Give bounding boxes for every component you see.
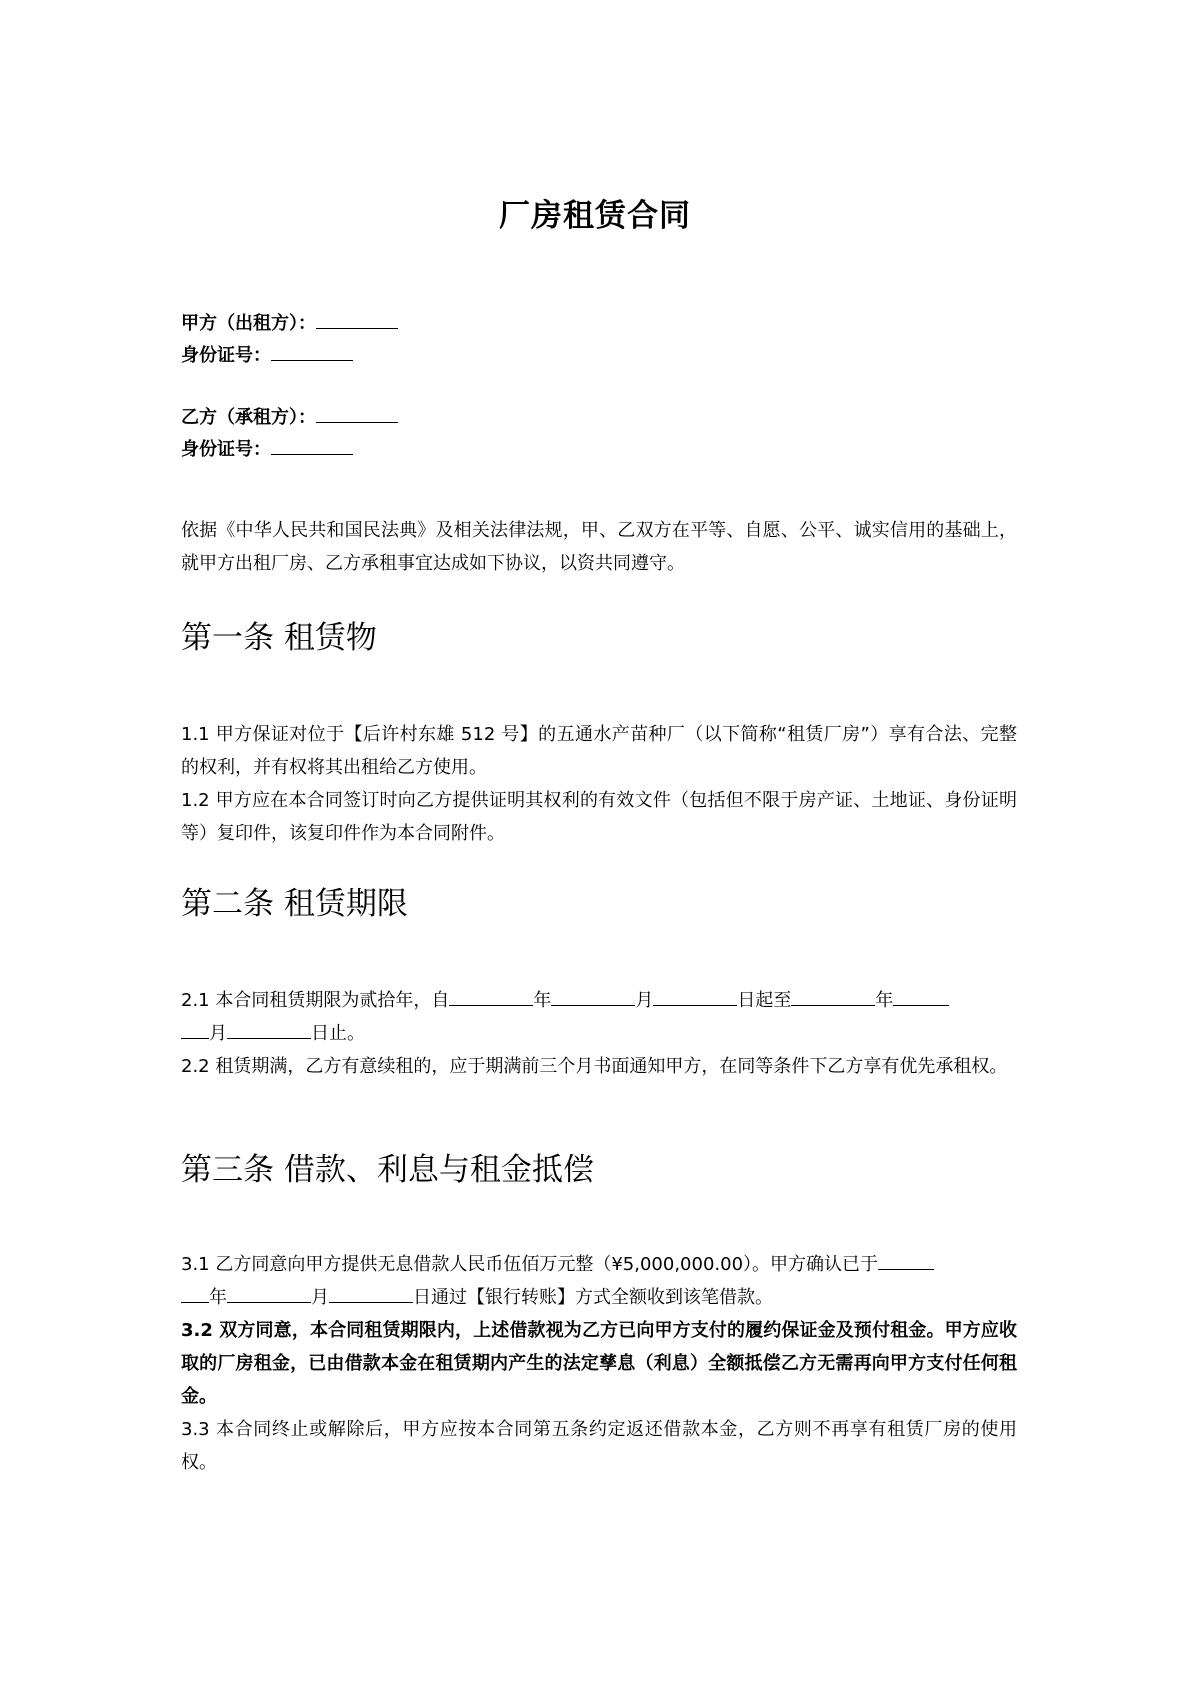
start-year-blank[interactable] bbox=[449, 985, 533, 1006]
document-title: 厂房租赁合同 bbox=[499, 198, 691, 234]
party-a-id-blank[interactable] bbox=[271, 340, 353, 361]
end-month-blank-cont[interactable] bbox=[181, 1018, 209, 1039]
year-label: 年 bbox=[875, 990, 894, 1011]
month-label: 月 bbox=[635, 990, 654, 1011]
month-label: 月 bbox=[209, 1023, 227, 1044]
day-to-label: 日起至 bbox=[737, 990, 792, 1011]
end-label: 日通过【银行转账】方式全额收到该笔借款。 bbox=[413, 1287, 773, 1308]
end-label: 日止。 bbox=[311, 1023, 365, 1044]
year-label: 年 bbox=[533, 990, 552, 1011]
party-b-line bbox=[181, 402, 398, 434]
loan-month-blank[interactable] bbox=[227, 1282, 311, 1303]
loan-year-blank-cont[interactable] bbox=[181, 1282, 209, 1303]
clause-3-2: 3.2 双方同意，本合同租赁期限内，上述借款视为乙方已向甲方支付的履约保证金及预付租金。甲方应收取的厂房租金，已由借款本金在租赁期内产生的法定孳息（利息）全额抵偿乙方无需再向甲方支付任何租金。 bbox=[181, 1320, 1017, 1407]
end-year-blank[interactable] bbox=[791, 985, 875, 1006]
end-day-blank[interactable] bbox=[227, 1018, 311, 1039]
clause-2-1 bbox=[181, 984, 1017, 1050]
end-month-blank[interactable] bbox=[893, 985, 949, 1006]
party-b-label: 乙方（承租方）： bbox=[181, 407, 316, 428]
clause-2-1-text: 2.1 本合同租赁期限为贰拾年，自 bbox=[181, 990, 450, 1011]
article-3-heading: 第三条 借款、利息与租金抵偿 bbox=[181, 1152, 594, 1188]
start-day-blank[interactable] bbox=[653, 985, 737, 1006]
clause-1-1: 1.1 甲方保证对位于【后许村东雄 512 号】的五通水产苗种厂（以下简称“租赁厂房”）享有合法、完整的权利，并有权将其出租给乙方使用。 bbox=[181, 724, 1017, 778]
party-a-line bbox=[181, 308, 398, 340]
party-b-blank[interactable] bbox=[316, 402, 398, 423]
clause-3-1-text: 3.1 乙方同意向甲方提供无息借款人民币伍佰万元整（¥5,000,000.00）。甲方确认已于 bbox=[181, 1254, 879, 1275]
article-1-heading: 第一条 租赁物 bbox=[181, 620, 377, 656]
article-2-heading: 第二条 租赁期限 bbox=[181, 886, 408, 922]
clause-2-2: 2.2 租赁期满，乙方有意续租的，应于期满前三个月书面通知甲方，在同等条件下乙方享有优先承租权。 bbox=[181, 1056, 1008, 1077]
party-b-id-label: 身份证号： bbox=[181, 439, 271, 460]
year-label: 年 bbox=[209, 1287, 227, 1308]
loan-year-blank[interactable] bbox=[878, 1249, 934, 1270]
loan-day-blank[interactable] bbox=[329, 1282, 413, 1303]
party-a-id-line bbox=[181, 340, 353, 372]
month-label: 月 bbox=[311, 1287, 329, 1308]
clause-3-1 bbox=[181, 1248, 1017, 1314]
party-a-blank[interactable] bbox=[316, 308, 398, 329]
party-b-id-blank[interactable] bbox=[271, 434, 353, 455]
preamble: 依据《中华人民共和国民法典》及相关法律法规，甲、乙双方在平等、自愿、公平、诚实信用的基础上，就甲方出租厂房、乙方承租事宜达成如下协议，以资共同遵守。 bbox=[181, 520, 1017, 574]
clause-3-3: 3.3 本合同终止或解除后，甲方应按本合同第五条约定返还借款本金，乙方则不再享有租赁厂房的使用权。 bbox=[181, 1419, 1017, 1473]
party-a-id-label: 身份证号： bbox=[181, 345, 271, 366]
party-a-label: 甲方（出租方）： bbox=[181, 313, 316, 334]
start-month-blank[interactable] bbox=[551, 985, 635, 1006]
party-b-id-line bbox=[181, 434, 353, 466]
clause-1-2: 1.2 甲方应在本合同签订时向乙方提供证明其权利的有效文件（包括但不限于房产证、土地证、身份证明等）复印件，该复印件作为本合同附件。 bbox=[181, 790, 1017, 844]
